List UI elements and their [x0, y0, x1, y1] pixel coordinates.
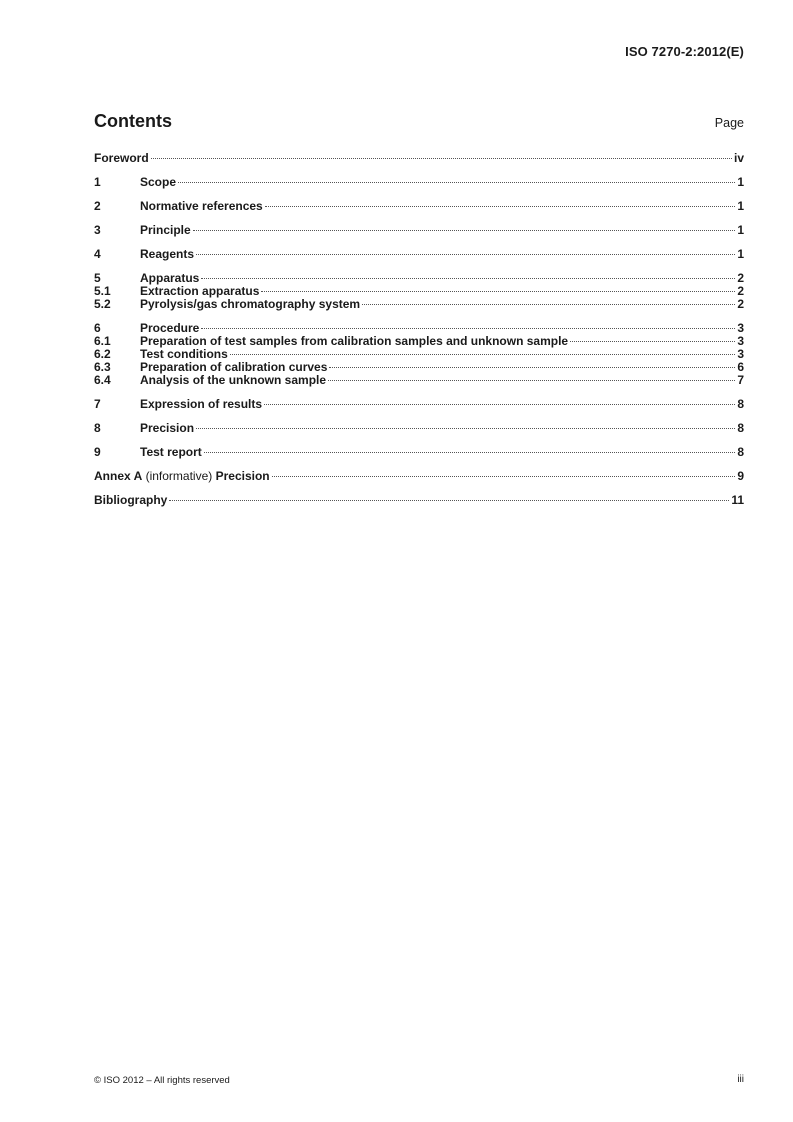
toc-leader: [178, 182, 735, 183]
toc-entry-number: 7: [94, 397, 101, 411]
toc-entry-foreword[interactable]: [94, 152, 744, 165]
copyright-notice: © ISO 2012 – All rights reserved: [94, 1075, 230, 1086]
toc-entry-bibliography[interactable]: [94, 494, 744, 507]
toc-entry-page: 1: [737, 247, 744, 261]
toc-leader: [265, 206, 736, 207]
toc-entry-page: 2: [737, 271, 744, 285]
toc-leader: [261, 291, 735, 292]
toc-entry-number: 5.1: [94, 284, 111, 298]
toc-entry-number: 8: [94, 421, 101, 435]
toc-entry-page: 3: [737, 334, 744, 348]
toc-entry-title: [94, 470, 270, 483]
annex-qualifier: (informative): [142, 469, 216, 483]
toc-entry-annex-a[interactable]: [94, 470, 744, 483]
toc-entry-8[interactable]: [94, 422, 744, 435]
toc-entry-page: 1: [737, 223, 744, 237]
toc-entry-number: 2: [94, 199, 101, 213]
toc-entry-title: Reagents: [140, 247, 195, 261]
toc-leader: [169, 500, 729, 501]
toc-leader: [196, 254, 735, 255]
toc-entry-page: iv: [733, 151, 744, 165]
toc-entry-title: Precision: [140, 421, 195, 435]
toc-entry-7[interactable]: [94, 398, 744, 411]
toc-entry-page: 9: [737, 469, 744, 483]
toc-entry-5-2[interactable]: [94, 298, 744, 311]
toc-leader: [193, 230, 736, 231]
toc-leader: [204, 452, 736, 453]
toc-entry-page: 3: [737, 321, 744, 335]
toc-entry-page: 8: [737, 397, 744, 411]
toc-entry-number: 5.2: [94, 297, 111, 311]
toc-entry-number: 6.3: [94, 360, 111, 374]
toc-entry-page: 2: [737, 284, 744, 298]
page-number: iii: [737, 1074, 744, 1085]
toc-entry-title: Test report: [140, 445, 202, 459]
toc-leader: [362, 304, 735, 305]
toc-leader: [201, 278, 735, 279]
toc-entry-3[interactable]: [94, 224, 744, 237]
toc-entry-4[interactable]: [94, 248, 744, 261]
toc-entry-title: Pyrolysis/gas chromatography system: [140, 297, 361, 311]
toc-entry-number: 5: [94, 271, 101, 285]
toc-leader: [570, 341, 735, 342]
toc-entry-page: 8: [737, 421, 744, 435]
annex-label: Annex A: [94, 469, 143, 483]
toc-entry-title: Apparatus: [140, 271, 200, 285]
toc-entry-page: 6: [737, 360, 744, 374]
toc-entry-title: Normative references: [140, 199, 263, 213]
toc-leader: [328, 380, 735, 381]
toc-entry-title: Expression of results: [140, 397, 263, 411]
toc-entry-page: 2: [737, 297, 744, 311]
document-id: ISO 7270-2:2012(E): [625, 44, 744, 59]
toc-leader: [230, 354, 736, 355]
toc-entry-number: 6.2: [94, 347, 111, 361]
toc-entry-number: 1: [94, 175, 101, 189]
table-of-contents: [94, 152, 744, 507]
toc-entry-number: 4: [94, 247, 101, 261]
toc-entry-title: Scope: [140, 175, 177, 189]
toc-entry-title: Extraction apparatus: [140, 284, 260, 298]
toc-entry-title: Foreword: [94, 151, 149, 165]
toc-entry-page: 11: [731, 493, 744, 507]
toc-entry-page: 1: [737, 199, 744, 213]
toc-leader: [196, 428, 735, 429]
toc-entry-number: 9: [94, 445, 101, 459]
toc-entry-number: 6.4: [94, 373, 111, 387]
toc-entry-number: 3: [94, 223, 101, 237]
toc-entry-title: Principle: [140, 223, 191, 237]
toc-entry-number: 6: [94, 321, 101, 335]
contents-title: Contents: [94, 111, 172, 131]
toc-entry-number: 6.1: [94, 334, 111, 348]
toc-entry-page: 8: [737, 445, 744, 459]
page-column-label: Page: [714, 116, 744, 130]
toc-entry-title: Analysis of the unknown sample: [140, 373, 327, 387]
toc-entry-page: 3: [737, 347, 744, 361]
toc-entry-6-4[interactable]: [94, 374, 744, 387]
toc-entry-2[interactable]: [94, 200, 744, 213]
toc-entry-page: 7: [737, 373, 744, 387]
toc-entry-title: Preparation of test samples from calibration samples and unknown sample: [140, 334, 569, 348]
toc-entry-title: Procedure: [140, 321, 200, 335]
toc-entry-page: 1: [737, 175, 744, 189]
toc-entry-1[interactable]: [94, 176, 744, 189]
toc-entry-title: Test conditions: [140, 347, 228, 361]
toc-leader: [201, 328, 735, 329]
toc-leader: [329, 367, 735, 368]
toc-entry-9[interactable]: [94, 446, 744, 459]
toc-entry-title: Preparation of calibration curves: [140, 360, 328, 374]
toc-leader: [151, 158, 732, 159]
toc-entry-title: Bibliography: [94, 493, 168, 507]
toc-leader: [272, 476, 736, 477]
annex-title: Precision: [215, 469, 270, 483]
toc-leader: [264, 404, 735, 405]
